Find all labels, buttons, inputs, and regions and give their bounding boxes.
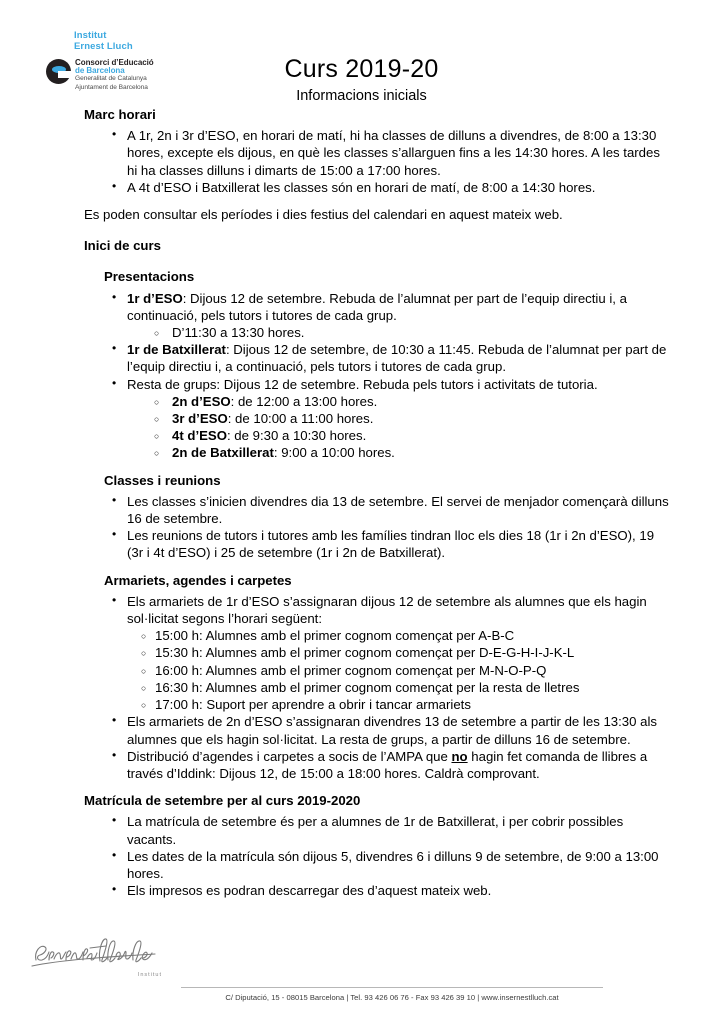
marc-horari-paragraph: Es poden consultar els períodes i dies festius del calendari en aquest mateix web. (84, 207, 563, 223)
emphasis-no: no (451, 748, 468, 764)
presentacions-sublist-1 (127, 324, 669, 341)
list-item: • Els armariets de 2n d’ESO s’assignaran divendres 13 de setembre a partir de les 13:30 als alumnes que els hagin sol·licitat. La resta de grups, a partir de dilluns 16 de setembre. (0, 713, 723, 747)
consorci-line2: de Barcelona (75, 66, 125, 76)
list-item: ○ 15:30 h: Alumnes amb el primer cognom començat per D-E-G-H-I-J-K-L (127, 644, 669, 661)
armariets-list (0, 593, 723, 782)
list-item (0, 748, 723, 782)
list-item-text: : de 12:00 a 13:00 hores. (230, 393, 378, 409)
document-body (0, 106, 723, 909)
list-item-text: Els armariets de 1r d’ESO s’assignaran dijous 12 de setembre als alumnes que els hagin sol·licitat segons l’horari següent: (127, 593, 647, 627)
list-item: • Les reunions de tutors i tutores amb les famílies tindran lloc els dies 18 (1r i 2n d’ESO), 19 (3r i 4t d’ESO) i 25 de setembre (1r i 2n de Batxillerat). (0, 527, 723, 561)
list-item-text: : 9:00 a 10:00 hores. (273, 445, 395, 461)
presentacions-list (0, 290, 723, 462)
list-item-text: : de 9:30 a 10:30 hores. (226, 428, 367, 444)
armariets-sublist (127, 627, 669, 713)
list-item: • Les dates de la matrícula són dijous 5, divendres 6 i dilluns 9 de setembre, de 9:00 a 13:00 hores. (0, 848, 723, 882)
list-item: ○ 15:00 h: Alumnes amb el primer cognom començat per A-B-C (127, 627, 669, 644)
page-title: Curs 2019-20 (284, 55, 439, 83)
footer-contact-info: C/ Diputació, 15 - 08015 Barcelona | Tel. 93 426 06 76 - Fax 93 426 39 10 | www.insernestlluch.cat (225, 993, 559, 1002)
list-item (127, 427, 669, 444)
list-item-label: 1r de Batxillerat (127, 342, 226, 358)
list-item (0, 376, 723, 462)
list-item (0, 290, 723, 342)
list-item-label: 4t d’ESO (172, 428, 227, 444)
list-item (0, 593, 723, 713)
consorci-line4: Ajuntament de Barcelona (75, 83, 148, 91)
signature-label: Institut (137, 972, 162, 978)
list-item-label: 3r d’ESO (172, 411, 228, 427)
list-item: • Els impresos es podran descarregar des d’aquest mateix web. (0, 882, 723, 899)
section-heading-matricula: Matrícula de setembre per al curs 2019-2020 (84, 793, 361, 809)
list-item-text-post: hagin fet comanda de llibres a través d’Iddink: Dijous 12, de 15:00 a 18:00 hores. Caldrà comprovant. (127, 748, 648, 781)
list-item-label: 2n de Batxillerat (172, 445, 274, 461)
section-heading-marc-horari: Marc horari (84, 107, 156, 122)
list-item: • A 4t d’ESO i Batxillerat les classes són en horari de matí, de 8:00 a 14:30 hores. (0, 179, 723, 196)
page-subtitle: Informacions inicials (296, 88, 427, 104)
list-item-text: : Dijous 12 de setembre, de 10:30 a 11:45. Rebuda de l’alumnat per part de l’equip directiu i, a continuació, pels tutors i tutores de cada grup. (127, 342, 667, 375)
list-item-text: Resta de grups: Dijous 12 de setembre. Rebuda pels tutors i activitats de tutoria. (127, 376, 598, 392)
subsection-heading-armariets: Armariets, agendes i carpetes (104, 572, 292, 588)
list-item (0, 341, 723, 375)
list-item-text: : Dijous 12 de setembre. Rebuda de l’alumnat per part de l’equip directiu i, a continuació, pels tutors i tutores de cada grup. (127, 290, 627, 323)
list-item: ○ 17:00 h: Suport per aprendre a obrir i tancar armariets (127, 696, 669, 713)
logo-institut-line2: Ernest Lluch (74, 41, 133, 52)
list-item (127, 393, 669, 410)
marc-horari-list (0, 127, 723, 196)
list-item: ○ 16:00 h: Alumnes amb el primer cognom començat per M-N-O-P-Q (127, 662, 669, 679)
list-item: ○ 16:30 h: Alumnes amb el primer cognom començat per la resta de lletres (127, 679, 669, 696)
list-item (127, 410, 669, 427)
subsection-heading-presentacions: Presentacions (104, 269, 195, 285)
ernest-lluch-signature-icon (30, 930, 200, 976)
list-item-label: 1r d’ESO (127, 290, 183, 306)
list-item-text: : de 10:00 a 11:00 hores. (227, 411, 374, 427)
institut-ernest-lluch-logo (74, 30, 226, 52)
list-item: • Les classes s’inicien divendres dia 13 de setembre. El servei de menjador començarà dilluns 16 de setembre. (0, 493, 723, 527)
list-item-text-pre: Distribució d’agendes i carpetes a socis de l’AMPA que (127, 748, 452, 764)
list-item (127, 444, 669, 461)
matricula-list (0, 813, 723, 899)
consorci-line1: Consorci d’Educació (75, 58, 154, 67)
footer-divider (181, 987, 603, 988)
consorci-line3: Generalitat de Catalunya (75, 75, 147, 83)
classes-i-reunions-list (0, 493, 723, 562)
presentacions-sublist-2 (127, 393, 669, 462)
list-item-label: 2n d’ESO (172, 393, 231, 409)
signature-logo (30, 930, 200, 986)
subsection-heading-classes-i-reunions: Classes i reunions (104, 472, 221, 488)
logo-institut-line1: Institut (74, 30, 107, 41)
section-heading-inici-de-curs: Inici de curs (84, 238, 161, 254)
list-item: ○ D’11:30 a 13:30 hores. (127, 324, 669, 341)
list-item: • A 1r, 2n i 3r d’ESO, en horari de matí, hi ha classes de dilluns a divendres, de 8:00 a 13:30 hores, excepte els dijous, en què les classes s’allarguen fins a les 14:30 hores. A les tardes hi ha classes dilluns i dimarts de 15:00 a 17:00 hores. (0, 127, 723, 179)
list-item: • La matrícula de setembre és per a alumnes de 1r de Batxillerat, i per cobrir possibles vacants. (0, 813, 723, 847)
